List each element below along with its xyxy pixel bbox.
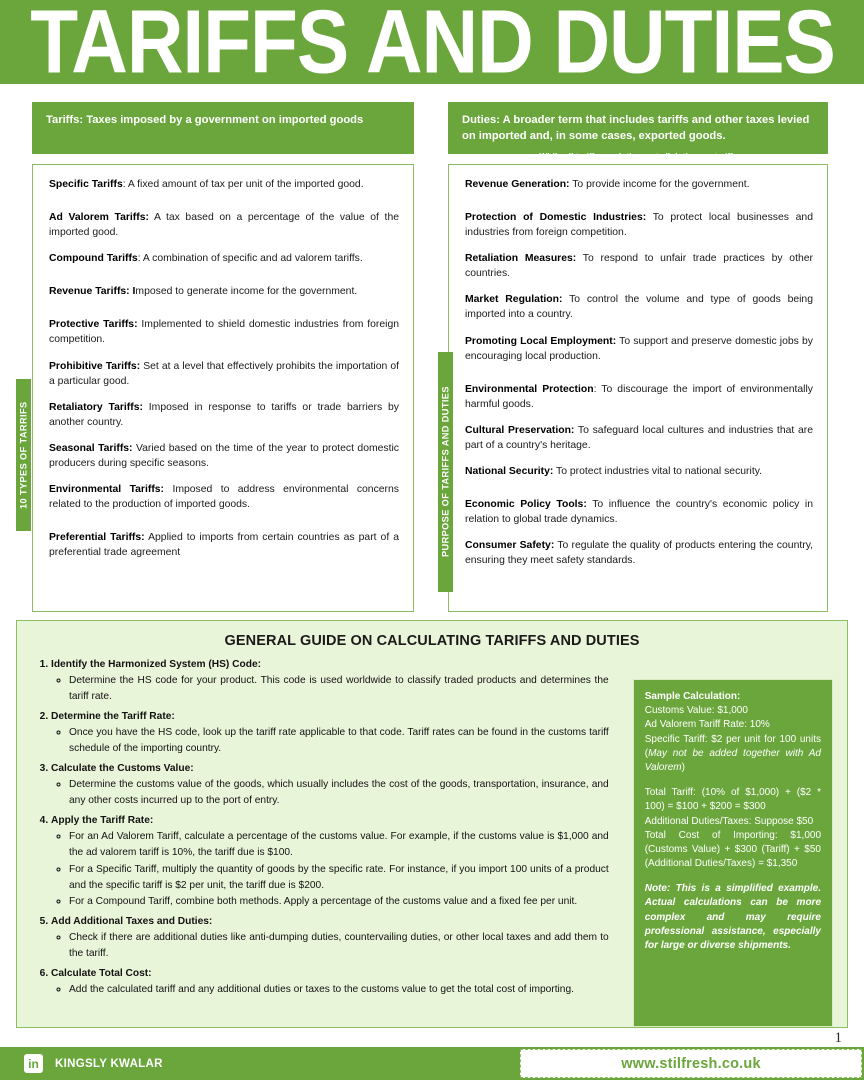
- list-item: [465, 334, 813, 364]
- entry-term: Retaliatory Tariffs:: [49, 401, 143, 413]
- entry-term: Market Regulation:: [465, 294, 563, 306]
- entry-text: To safeguard local cultures and industries that are part of a country's heritage.: [465, 424, 813, 451]
- guide-steps: [31, 657, 619, 1027]
- list-item: ◦ Determine the customs value of the goods, which usually includes the cost of the goods, transportation, insurance, and any other costs incurred up to the port of entry.: [69, 777, 613, 809]
- title-banner: [0, 0, 864, 84]
- tariffs-definition-box: [32, 102, 414, 154]
- guide-body: [31, 657, 833, 1027]
- sample-note: Note: This is a simplified example. Actual calculations can be more complex and may require professional assistance, especially for large or diverse shipments.: [644, 883, 821, 951]
- list-item: [465, 464, 813, 479]
- sidebar-tab-purpose: [438, 352, 453, 592]
- entry-term: Seasonal Tariffs:: [49, 442, 133, 454]
- linkedin-icon[interactable]: in: [24, 1054, 43, 1073]
- list-item: [51, 813, 613, 910]
- entry-text: To provide income for the government.: [569, 179, 750, 190]
- list-item: [465, 538, 813, 568]
- entry-text: A tax based on a percentage of the value of the imported good.: [49, 212, 399, 239]
- entry-term: Preferential Tariffs:: [49, 532, 145, 544]
- tariffs-definition-text: Tariffs: Taxes imposed by a government on imported goods: [46, 114, 364, 126]
- substeps-list: [51, 930, 613, 962]
- step-label: Calculate the Customs Value:: [51, 762, 194, 774]
- list-item: ◦ For a Compound Tariff, combine both methods. Apply a percentage of the customs value and a fixed fee per unit.: [69, 894, 613, 910]
- guide-title: GENERAL GUIDE ON CALCULATING TARIFFS AND DUTIES: [224, 633, 640, 649]
- entry-term: Promoting Local Employment:: [465, 335, 617, 347]
- entry-text: To support and preserve domestic jobs by encouraging local production.: [465, 335, 813, 362]
- website-url[interactable]: www.stilfresh.co.uk: [621, 1055, 761, 1072]
- list-item: [51, 966, 613, 998]
- panels-row: [0, 154, 864, 612]
- entry-term: National Security:: [465, 466, 554, 478]
- sidebar-tab-label: 10 TYPES OF TARRIFS: [18, 401, 29, 509]
- purpose-panel: [448, 164, 828, 612]
- list-item: ◦ Once you have the HS code, look up the tariff rate applicable to that code. Tariff rates can be found in the customs tariff schedule of the importing country.: [69, 725, 613, 757]
- entry-term: Revenue Tariffs: I: [49, 286, 136, 298]
- list-item: [49, 482, 399, 512]
- list-item: ◦ Add the calculated tariff and any additional duties or taxes to the customs value to get the total cost of importing.: [69, 982, 613, 998]
- duties-definition-box: [448, 102, 828, 162]
- list-item: [51, 914, 613, 962]
- sample-specific-italic: May not be added together with Ad Valorem: [644, 747, 821, 773]
- entry-text: Implemented to shield domestic industries from foreign competition.: [49, 319, 400, 346]
- entry-text: Set at a level that effectively prohibits the importation of a particular good.: [49, 360, 399, 387]
- sample-ad-valorem-rate: Ad Valorem Tariff Rate: 10%: [644, 719, 770, 731]
- list-item: [465, 497, 813, 527]
- list-item: ◦ Check if there are additional duties like anti-dumping duties, countervailing duties, or other local taxes and add them to the tariff.: [69, 930, 613, 962]
- substeps-list: [51, 725, 613, 757]
- substeps-list: [51, 982, 613, 998]
- url-plate[interactable]: [520, 1049, 862, 1078]
- entry-term: Specific Tariffs: [49, 179, 123, 190]
- entry-term: Revenue Generation:: [465, 179, 570, 190]
- list-item: ◦ Determine the HS code for your product. This code is used worldwide to classify traded products and determines the tariff rate.: [69, 673, 613, 705]
- list-item: [465, 251, 813, 281]
- entry-text: To influence the country's economic policy in relation to global trade dynamics.: [465, 499, 814, 526]
- sample-title: Sample Calculation:: [644, 691, 741, 702]
- list-item: [49, 400, 399, 430]
- entry-term: Retaliation Measures:: [465, 253, 577, 265]
- sample-specific-tariff: [645, 733, 821, 776]
- list-item: [465, 423, 813, 453]
- page-title: TARIFFS AND DUTIES: [29, 0, 835, 84]
- entry-term: Prohibitive Tariffs:: [49, 360, 141, 372]
- substeps-list: [51, 777, 613, 809]
- list-item: [465, 382, 813, 412]
- types-of-tariffs-panel: [32, 164, 414, 612]
- substeps-list: [51, 829, 613, 910]
- entry-term: Compound Tariffs: [49, 253, 138, 265]
- list-item: [49, 177, 399, 192]
- entry-text: : To discourage the import of environmentally harmful goods.: [465, 383, 813, 410]
- footer-url-block: [518, 1047, 864, 1080]
- entry-text: To control the volume and type of goods being imported into a country.: [465, 294, 813, 321]
- entry-term: Environmental Protection: [465, 383, 594, 395]
- entry-text: Imposed to address environmental concerns related to the production of imported goods.: [49, 484, 399, 511]
- entry-text: : A fixed amount of tax per unit of the imported good.: [122, 179, 364, 190]
- entry-text: To regulate the quality of products entering the country, ensuring they meet safety standards.: [465, 540, 813, 567]
- list-item: [51, 657, 613, 705]
- list-item: [49, 210, 399, 240]
- duties-definition-text: Duties: A broader term that includes tariffs and other taxes levied on imported and, in some cases, exported goods.: [462, 114, 810, 143]
- entry-term: Protective Tariffs:: [49, 319, 138, 331]
- sample-total-cost: Total Cost of Importing: $1,000 (Customs Value) + $300 (Tariff) + $50 (Additional Duties/Taxes) = $1,350: [644, 829, 821, 870]
- duties-note-text: While all tariffs are duties, not all duties are tariffs.: [538, 151, 740, 162]
- entry-text: Varied based on the time of the year to protect domestic producers during specific seasons.: [49, 442, 399, 469]
- list-item: [49, 284, 399, 299]
- entry-text: : A combination of specific and ad valorem tariffs.: [137, 253, 363, 265]
- list-item: [465, 210, 813, 240]
- spacer: [645, 871, 821, 882]
- definitions-row: [0, 84, 864, 162]
- step-label: Calculate Total Cost:: [51, 968, 152, 980]
- spacer: [645, 775, 821, 786]
- list-item: [49, 317, 399, 347]
- sample-specific-lead: Specific Tariff: $2 per unit for 100 units (: [644, 733, 821, 759]
- step-label: Add Additional Taxes and Duties:: [51, 916, 213, 928]
- general-guide-section: [16, 620, 848, 1028]
- step-label: Determine the Tariff Rate:: [51, 710, 175, 722]
- sample-specific-tail: ): [681, 761, 685, 773]
- steps-list: [31, 657, 613, 998]
- entry-term: Consumer Safety:: [465, 540, 555, 552]
- entry-term: Economic Policy Tools:: [465, 499, 587, 511]
- sidebar-tab-label: PURPOSE OF TARIFFS AND DUTIES: [440, 386, 451, 558]
- entry-text: To respond to unfair trade practices by other countries.: [465, 253, 813, 280]
- entry-text: Imposed in response to tariffs or trade barriers by another country.: [49, 401, 399, 428]
- entry-term: Cultural Preservation:: [465, 424, 575, 436]
- entry-term: Ad Valorem Tariffs:: [49, 212, 149, 224]
- substeps-list: [51, 673, 613, 705]
- entry-term: Protection of Domestic Industries:: [465, 212, 647, 224]
- sample-customs-value: Customs Value: $1,000: [644, 705, 748, 717]
- sample-calculation-box: [633, 679, 833, 1027]
- entry-text: Applied to imports from certain countries as part of a preferential trade agreement: [49, 532, 400, 559]
- entry-text: To protect industries vital to national security.: [553, 466, 763, 478]
- content-area: [0, 84, 864, 612]
- entry-text: mposed to generate income for the government.: [135, 286, 358, 298]
- footer-bar: [0, 1047, 864, 1080]
- step-label: Identify the Harmonized System (HS) Code:: [51, 659, 262, 670]
- author-name: KINGSLY KWALAR: [55, 1057, 163, 1070]
- list-item: ◦ For a Specific Tariff, multiply the quantity of goods by the specific rate. For instance, if you import 100 units of a product and the specific tariff is $2 per unit, the tariff due is $200.: [69, 862, 613, 894]
- entry-term: Environmental Tariffs:: [49, 484, 165, 496]
- list-item: [51, 709, 613, 757]
- list-item: [49, 251, 399, 266]
- list-item: [465, 292, 813, 322]
- list-item: [465, 177, 813, 192]
- step-label: Apply the Tariff Rate:: [51, 814, 154, 826]
- list-item: [49, 530, 399, 560]
- list-item: [49, 441, 399, 471]
- sidebar-tab-types-of-tariffs: [16, 379, 31, 531]
- sample-additional-duties: Additional Duties/Taxes: Suppose $50: [644, 815, 814, 827]
- sample-total-tariff: Total Tariff: (10% of $1,000) + ($2 * 100) = $100 + $200 = $300: [644, 787, 821, 813]
- page-number: 1: [834, 1030, 842, 1046]
- entry-text: To protect local businesses and industries from foreign competition.: [465, 212, 813, 239]
- list-item: ◦ For an Ad Valorem Tariff, calculate a percentage of the customs value. For example, if the customs value is $1,000 and the ad valorem tariff is 10%, the tariff due is $100.: [69, 829, 613, 861]
- list-item: [49, 359, 399, 389]
- footer-author-block: [0, 1047, 518, 1080]
- list-item: [51, 761, 613, 809]
